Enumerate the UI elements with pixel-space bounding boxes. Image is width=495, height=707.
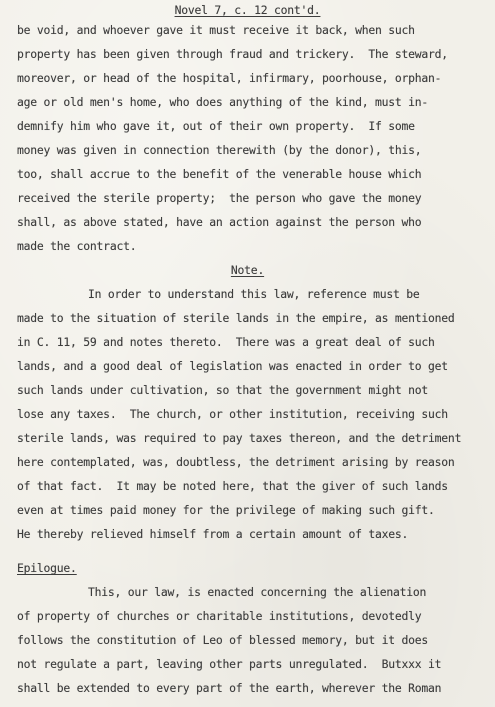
text-line: This, our law, is enacted concerning the alienation bbox=[88, 585, 427, 599]
text-line: In order to understand this law, reference must be bbox=[88, 287, 420, 301]
note-heading: Note. bbox=[230, 263, 265, 277]
text-line: made the contract. bbox=[17, 239, 137, 253]
text-line: of that fact. It may be noted here, that the giver of such lands bbox=[17, 479, 448, 493]
text-line: shall be extended to every part of the earth, wherever the Roman bbox=[17, 681, 442, 695]
text-line: property has been given through fraud and trickery. The steward, bbox=[17, 47, 448, 61]
text-line: He thereby relieved himself from a certain amount of taxes. bbox=[17, 527, 409, 541]
text-line: moreover, or head of the hospital, infirmary, poorhouse, orphan- bbox=[17, 71, 442, 85]
text-line: here contemplated, was, doubtless, the detriment arising by reason bbox=[17, 455, 455, 469]
text-line: money was given in connection therewith (by the donor), this, bbox=[17, 143, 422, 157]
text-line: received the sterile property; the person who gave the money bbox=[17, 191, 422, 205]
text-line: too, shall accrue to the benefit of the venerable house which bbox=[17, 167, 422, 181]
text-line: be void, and whoever gave it must receive it back, when such bbox=[17, 23, 415, 37]
text-line: made to the situation of sterile lands in the empire, as mentioned bbox=[17, 311, 455, 325]
text-line: age or old men's home, who does anything of the kind, must in- bbox=[17, 95, 429, 109]
text-line: lands, and a good deal of legislation was enacted in order to get bbox=[17, 359, 448, 373]
text-line: not regulate a part, leaving other parts unregulated. Butxxx it bbox=[17, 657, 442, 671]
text-line: shall, as above stated, have an action against the person who bbox=[17, 215, 422, 229]
text-line: follows the constitution of Leo of blessed memory, but it does bbox=[17, 633, 429, 647]
epilogue-heading: Epilogue. bbox=[17, 561, 77, 575]
text-line: lose any taxes. The church, or other institution, receiving such bbox=[17, 407, 448, 421]
text-line: sterile lands, was required to pay taxes thereon, and the detriment bbox=[17, 431, 462, 445]
text-line: in C. 11, 59 and notes thereto. There was a great deal of such bbox=[17, 335, 435, 349]
text-line: of property of churches or charitable institutions, devotedly bbox=[17, 609, 422, 623]
text-line: demnify him who gave it, out of their own property. If some bbox=[17, 119, 415, 133]
text-line: such lands under cultivation, so that the government might not bbox=[17, 383, 429, 397]
page-header: Novel 7, c. 12 cont'd. bbox=[174, 3, 321, 17]
text-line: even at times paid money for the privilege of making such gift. bbox=[17, 503, 435, 517]
